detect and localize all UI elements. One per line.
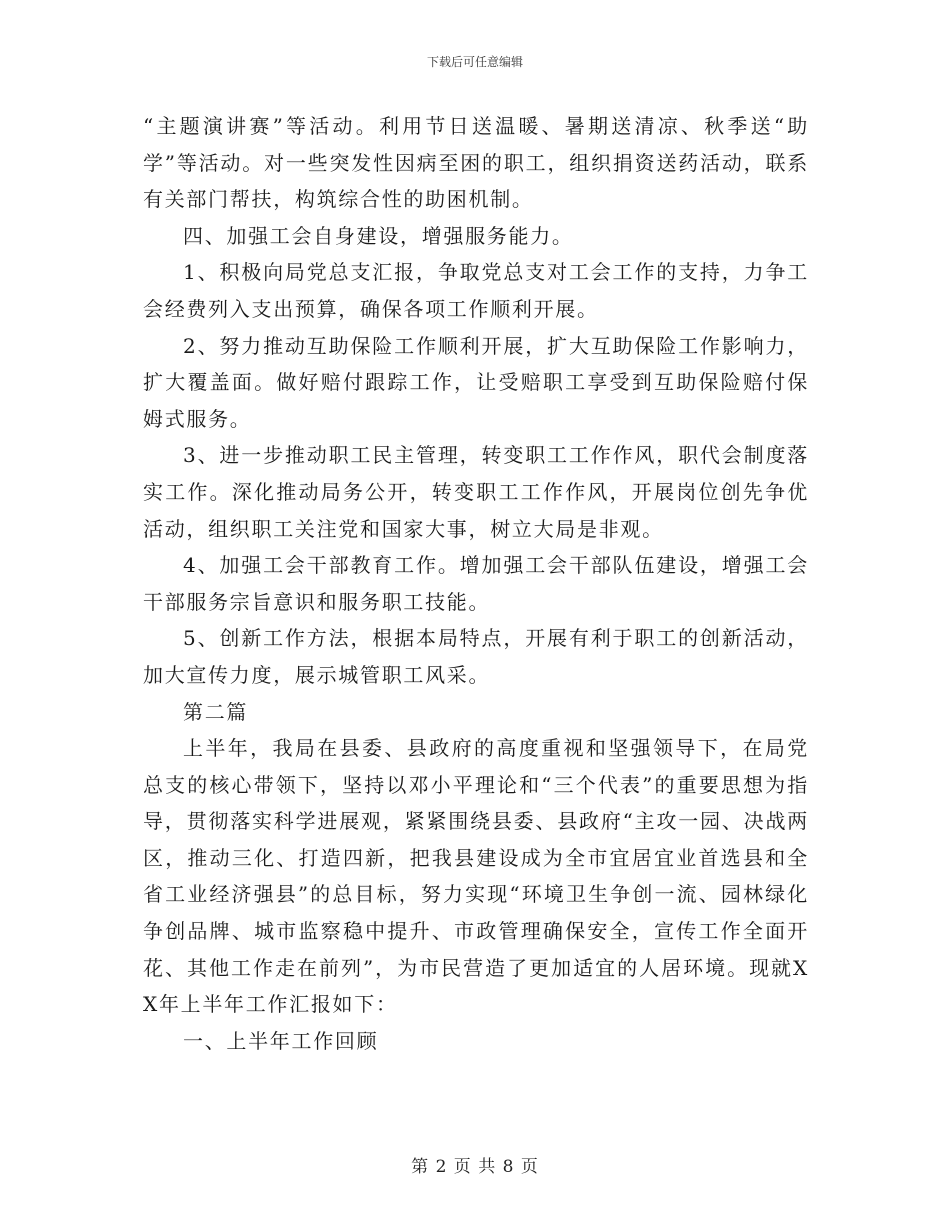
paragraph-3-item-1: 1、积极向局党总支汇报，争取党总支对工会工作的支持，力争工会经费列入支出预算，确保各项工作顺利开展。 [143,260,809,321]
paragraph-10-heading: 一、上半年工作回顾 [183,1028,379,1053]
paragraph-4-item-2: 2、努力推动互助保险工作顺利开展，扩大互助保险工作影响力，扩大覆盖面。做好赔付跟踪工作，让受赔职工享受到互助保险赔付保姆式服务。 [143,333,809,431]
page-number-label: 第 2 页 共 8 页 [411,1157,539,1177]
document-body [143,108,809,1059]
page-header-note: 下载后可任意编辑 [426,55,523,69]
paragraph-6-item-4: 4、加强工会干部教育工作。增加强工会干部队伍建设，增强工会干部服务宗旨意识和服务职工技能。 [143,553,809,614]
section-title: 第二篇 [183,699,249,724]
paragraph-5-item-3: 3、进一步推动职工民主管理，转变职工工作作风，职代会制度落实工作。深化推动局务公开，转变职工工作作风，开展岗位创先争优活动，组织职工关注党和国家大事，树立大局是非观。 [143,443,809,541]
paragraph-1: “主题演讲赛”等活动。利用节日送温暖、暑期送清凉、秋季送“助学”等活动。对一些突发性因病至困的职工，组织捐资送药活动，联系有关部门帮扶，构筑综合性的助困机制。 [143,114,809,212]
paragraph-9-summary: 上半年，我局在县委、县政府的高度重视和坚强领导下，在局党总支的核心带领下，坚持以邓小平理论和“三个代表”的重要思想为指导，贯彻落实科学进展观，紧紧围绕县委、县政府“主攻一园、决战两区，推动三化、打造四新，把我县建设成为全市宜居宜业首选县和全省工业经济强县”的总目标，努力实现“环境卫生争创一流、园林绿化争创品牌、城市监察稳中提升、市政管理确保安全，宣传工作全面开花、其他工作走在前列”，为市民营造了更加适宜的人居环境。现就XX年上半年工作汇报如下： [143,736,809,1017]
paragraph-7-item-5: 5、创新工作方法，根据本局特点，开展有利于职工的创新活动，加大宣传力度，展示城管职工风采。 [143,626,809,687]
paragraph-2-heading: 四、加强工会自身建设，增强服务能力。 [183,223,574,248]
page-number-footer [0,1156,950,1178]
